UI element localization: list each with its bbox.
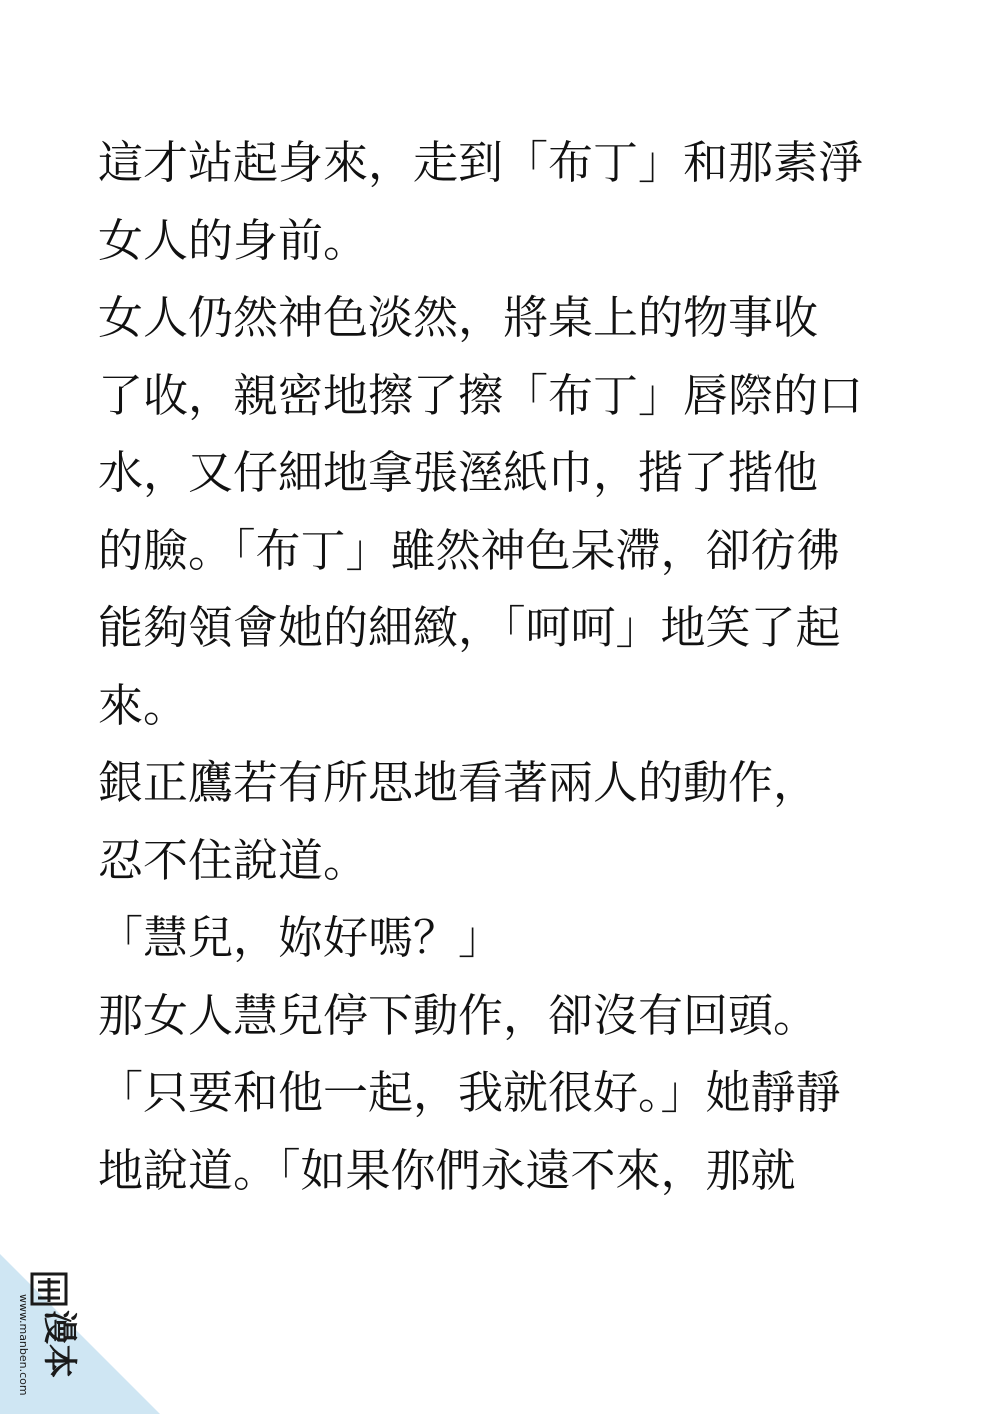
text-line-4: 了收，親密地擦了擦「布丁」唇際的口 (98, 368, 864, 422)
text-line-1: 這才站起身來，走到「布丁」和那素淨 (98, 136, 864, 189)
text-line-11: 「慧兒，妳好嗎？」 (98, 911, 504, 964)
text-line-2: 女人的身前。 (98, 213, 369, 267)
watermark-logo (0, 1254, 160, 1414)
text-line-12: 那女人慧兒停下動作，卻沒有回頭。 (98, 988, 819, 1042)
text-line-7: 能夠領會她的細緻，「呵呵」地笑了起 (98, 601, 841, 654)
text-line-5: 水，又仔細地拿張溼紙巾，揩了揩他 (98, 446, 819, 499)
text-line-10: 忍不住說道。 (98, 833, 369, 887)
watermark-url-text: www.manben.com (17, 1294, 30, 1396)
text-line-6: 的臉。「布丁」雖然神色呆滯，卻彷彿 (98, 523, 841, 577)
text-line-13: 「只要和他一起，我就很好。」她靜靜 (98, 1066, 841, 1119)
watermark-logo-text: 漫本 (39, 1310, 79, 1378)
text-line-3: 女人仍然神色淡然，將桌上的物事收 (98, 291, 819, 344)
text-line-8: 來。 (98, 678, 189, 732)
watermark-logo-icon (0, 1254, 160, 1414)
text-line-9: 銀正鷹若有所思地看著兩人的動作， (98, 756, 819, 809)
body-text (98, 124, 898, 1209)
text-line-14: 地說道。「如果你們永遠不來，那就 (98, 1143, 796, 1197)
